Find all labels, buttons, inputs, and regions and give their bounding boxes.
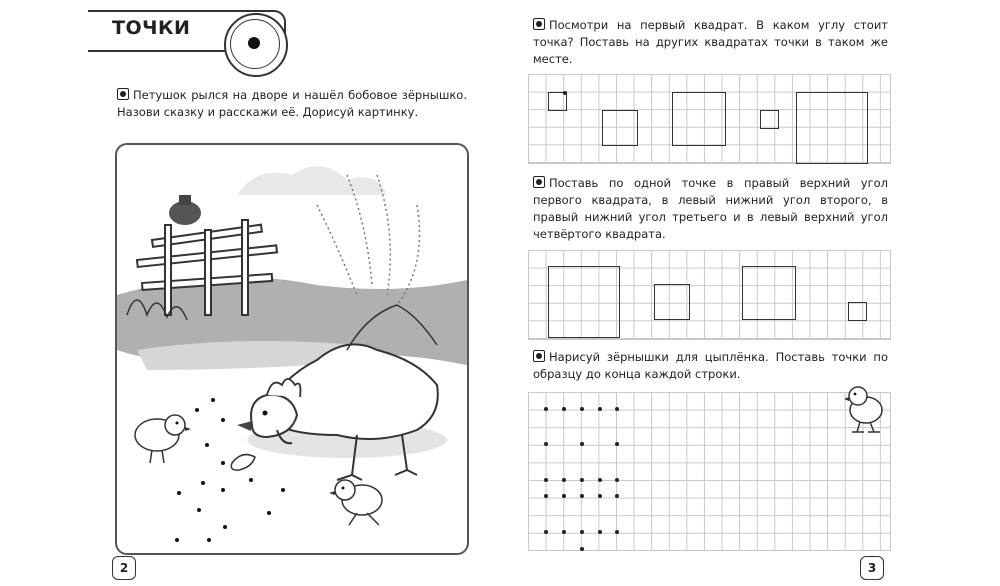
grid-3 bbox=[528, 392, 891, 551]
sample-dot bbox=[544, 442, 548, 446]
sample-dot bbox=[615, 478, 619, 482]
sample-dot bbox=[615, 530, 619, 534]
chick-icon bbox=[844, 380, 888, 436]
task-3-text: Поставь по одной точке в правый верхний угол первого квадрата, в левый нижний угол второго, в правый нижний угол третьего и в левый верхний угол четвёртого квадрата. bbox=[533, 176, 888, 241]
grid-2 bbox=[528, 250, 891, 340]
square-4 bbox=[760, 110, 779, 129]
task-4-text: Нарисуй зёрнышки для цыплёнка. Поставь точки по образцу до конца каждой строки. bbox=[533, 350, 888, 381]
task-4 bbox=[533, 349, 888, 383]
sample-dot bbox=[544, 478, 548, 482]
sample-dot bbox=[598, 407, 602, 411]
page-number: 2 bbox=[112, 556, 136, 580]
story-picture bbox=[115, 143, 469, 555]
task-2 bbox=[533, 17, 888, 68]
task-1 bbox=[117, 87, 467, 121]
sample-dot bbox=[562, 478, 566, 482]
square-3 bbox=[742, 266, 796, 320]
task-marker-icon bbox=[533, 176, 545, 188]
sample-dot bbox=[615, 407, 619, 411]
sample-dot bbox=[562, 530, 566, 534]
sample-dot bbox=[580, 530, 584, 534]
sample-dot bbox=[598, 530, 602, 534]
dot-icon bbox=[248, 37, 260, 49]
sample-dot bbox=[544, 407, 548, 411]
section-title: ТОЧКИ bbox=[112, 17, 191, 39]
task-3 bbox=[533, 175, 888, 243]
square-1 bbox=[548, 266, 620, 338]
right-page bbox=[500, 0, 1000, 586]
square-2 bbox=[654, 284, 690, 320]
sample-dot bbox=[615, 442, 619, 446]
page-number: 3 bbox=[860, 556, 884, 580]
rooster-scene-illustration bbox=[117, 145, 467, 553]
sample-dot bbox=[544, 530, 548, 534]
sample-dot bbox=[563, 91, 567, 95]
square-3 bbox=[672, 92, 726, 146]
square-4 bbox=[848, 302, 867, 321]
sample-dot bbox=[580, 442, 584, 446]
task-2-text: Посмотри на первый квадрат. В каком углу стоит точка? Поставь на других квадратах точки в таком же месте. bbox=[533, 18, 888, 66]
sample-dot bbox=[580, 547, 584, 551]
task-1-text: Петушок рылся на дворе и нашёл бобовое зёрнышко. Назови сказку и расскажи её. Дорисуй картинку. bbox=[117, 88, 467, 119]
sample-dot bbox=[580, 478, 584, 482]
chick-icon bbox=[135, 415, 191, 463]
square-2 bbox=[602, 110, 638, 146]
sample-dot bbox=[562, 494, 566, 498]
sample-dot bbox=[544, 494, 548, 498]
task-marker-icon bbox=[533, 18, 545, 30]
task-marker-icon bbox=[117, 88, 129, 100]
task-marker-icon bbox=[533, 350, 545, 362]
sample-dot bbox=[598, 478, 602, 482]
sample-dot bbox=[562, 407, 566, 411]
sample-dot bbox=[580, 407, 584, 411]
square-5 bbox=[796, 92, 868, 164]
sample-dot bbox=[598, 494, 602, 498]
sample-dot bbox=[615, 494, 619, 498]
sample-dot bbox=[580, 494, 584, 498]
grid-1 bbox=[528, 74, 891, 164]
